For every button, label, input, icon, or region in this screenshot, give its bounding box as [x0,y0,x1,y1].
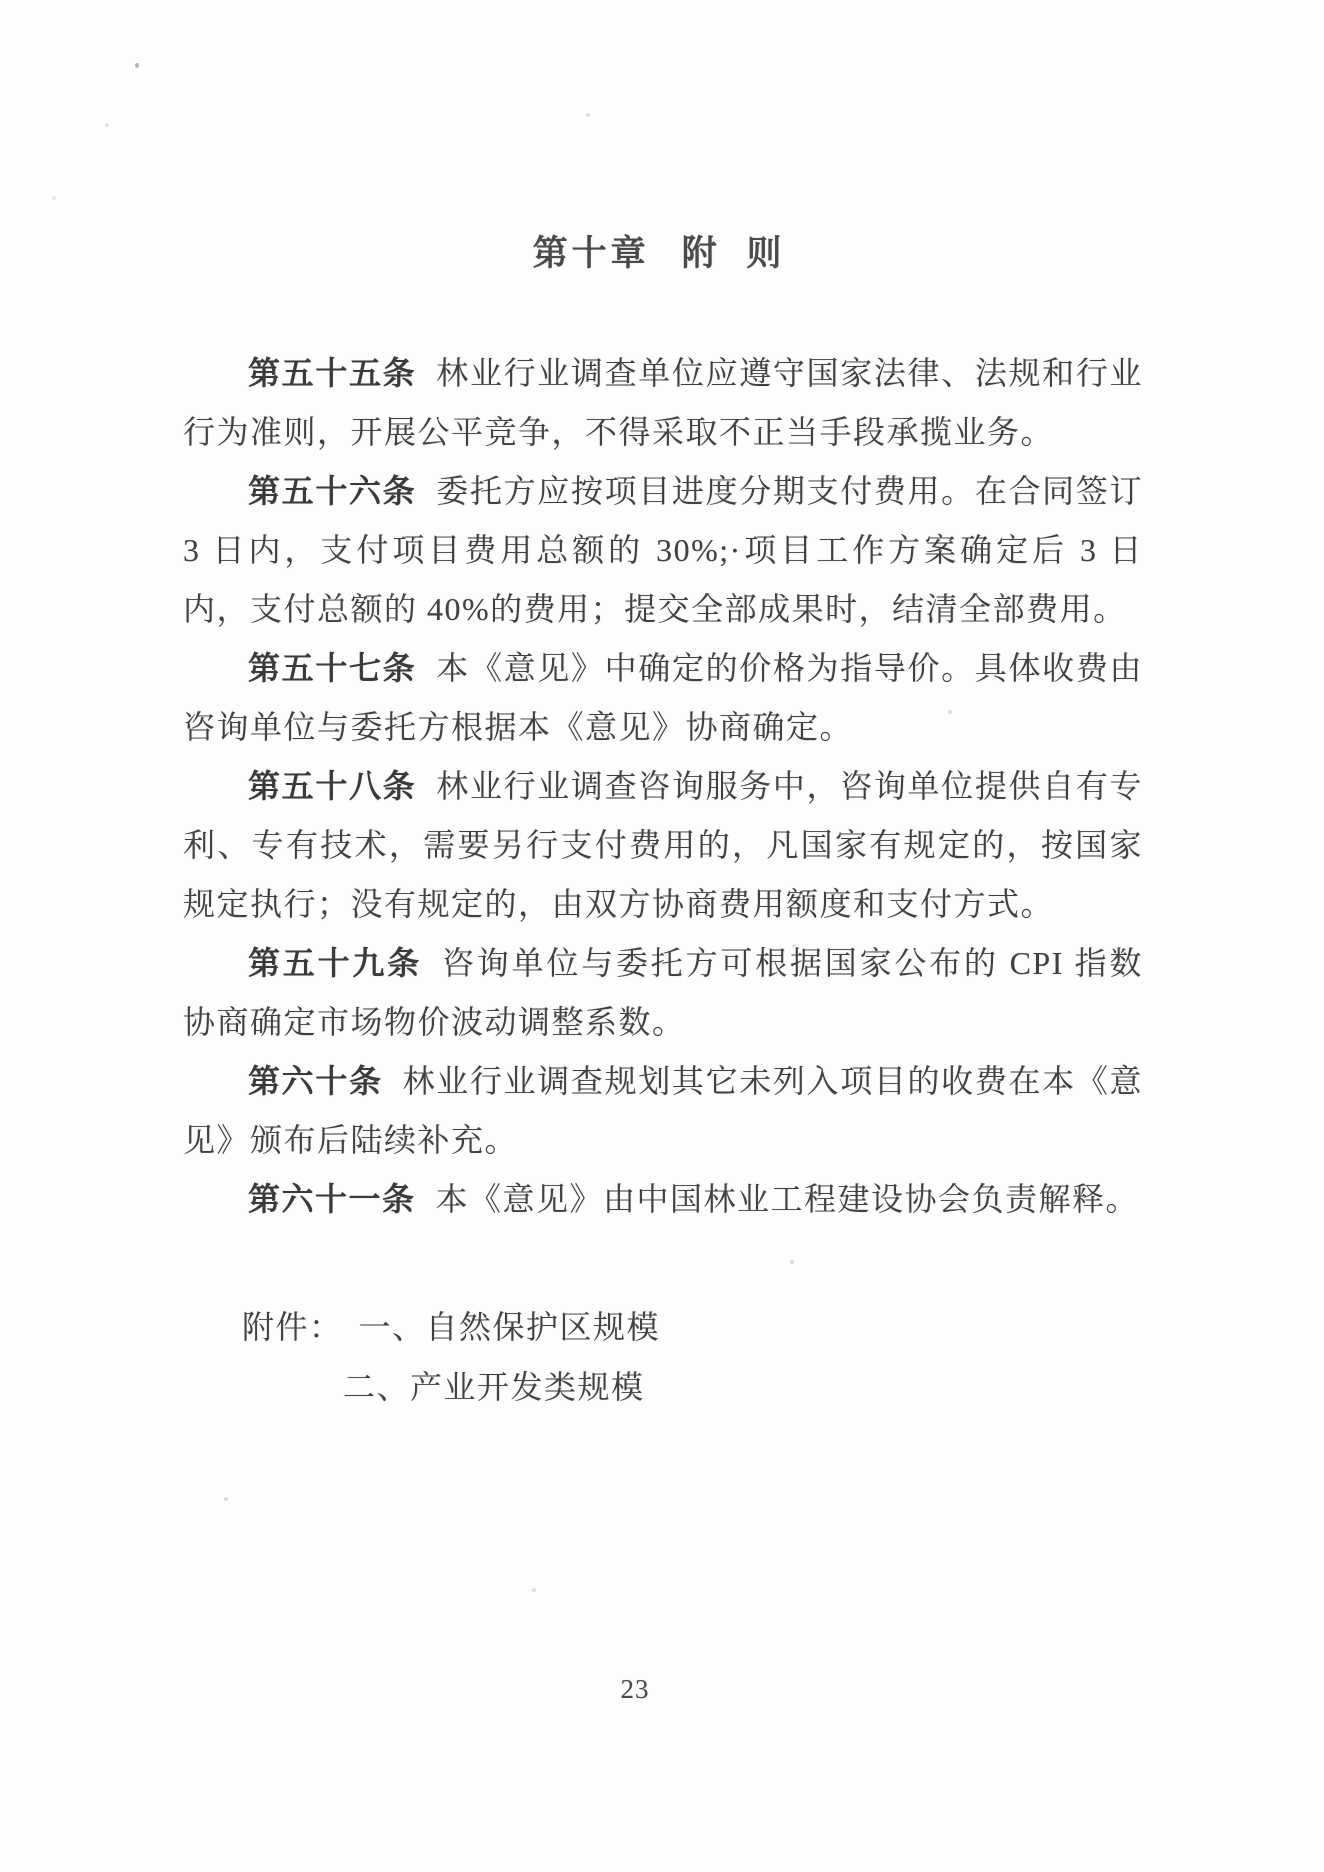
attachment-item: 二、产业开发类规模 [343,1369,645,1405]
article-text: 委托方应按项目进度分期支付费用。在合同签订 3 日内，支付项目费用总额的 30%;·项目工作方案确定后 3 日内，支付总额的 40%的费用；提交全部成果时，结清全部费用。 [183,473,1143,627]
article-paragraph [183,462,1143,639]
article-text: 咨询单位与委托方可根据国家公布的 CPI 指数协商确定市场物价波动调整系数。 [183,945,1143,1040]
scan-speck [948,710,952,714]
attachments-label: 附件： [242,1309,343,1345]
article-text: 林业行业调查咨询服务中，咨询单位提供自有专利、专有技术，需要另行支付费用的，凡国家有规定的，按国家规定执行；没有规定的，由双方协商费用额度和支付方式。 [183,768,1143,922]
scan-speck [105,123,109,127]
attachment-row [242,1297,660,1357]
article-text: 林业行业调查单位应遵守国家法律、法规和行业行为准则，开展公平竞争，不得采取不正当手段承揽业务。 [183,355,1143,450]
article-paragraph [183,639,1143,757]
page-number: 23 [620,1674,650,1704]
article-paragraph [183,1170,1143,1229]
article-paragraph [183,934,1143,1052]
scan-speck [224,1497,228,1501]
article-number: 第五十五条 [248,355,417,391]
article-number: 第五十八条 [248,768,417,804]
scan-speck [792,944,796,948]
article-paragraph [183,1052,1143,1170]
scan-speck [532,1588,536,1592]
chapter-heading [0,226,1324,276]
article-paragraph [183,757,1143,934]
attachment-item: 一、自然保护区规模 [358,1309,661,1345]
article-number: 第六十条 [248,1063,383,1099]
article-number: 第五十九条 [248,945,422,981]
scan-speck [900,600,904,604]
scan-speck [52,196,56,200]
scan-speck [135,63,139,68]
article-number: 第五十六条 [248,473,417,509]
article-text: 本《意见》由中国林业工程建设协会负责解释。 [435,1181,1140,1217]
scan-speck [790,1260,794,1264]
attachment-row [242,1357,660,1417]
article-number: 第六十一条 [248,1181,416,1217]
scan-speck [586,113,590,117]
attachments-block [242,1297,660,1417]
article-paragraph [183,344,1143,462]
article-text: 林业行业调查规划其它未列入项目的收费在本《意见》颁布后陆续补充。 [183,1063,1143,1158]
article-number: 第五十七条 [248,650,417,686]
article-text: 本《意见》中确定的价格为指导价。具体收费由咨询单位与委托方根据本《意见》协商确定。 [183,650,1143,745]
chapter-title: 附 则 [681,234,792,273]
document-body [183,344,1143,1229]
chapter-number: 第十章 [532,234,650,273]
